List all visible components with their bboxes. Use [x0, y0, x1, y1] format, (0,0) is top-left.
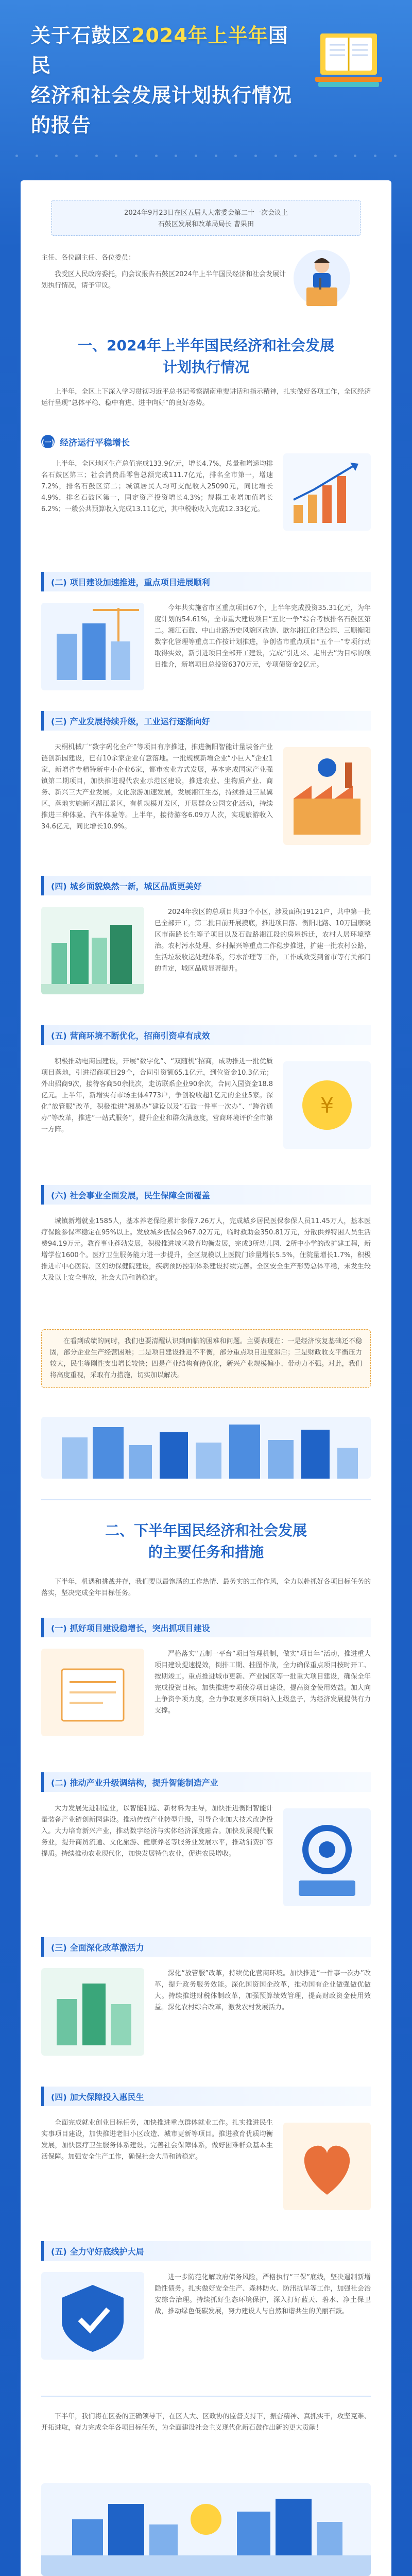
task-4-title: 加大保障投入惠民生 [70, 2092, 144, 2102]
section-6-body: 城镇新增就业1585人，基本养老保险累计参保7.26万人，完成城乡居民医保参保人员11.45万人，基本医疗保险参保率稳定在95%以上。发放城乡低保金967.02万元，临时救助金350.81万元，分散供养特困人员生活费94.19万元。教育事业蓬勃发展，积极推进城区教育均衡发展，完成3所幼儿园、2所中小学的改扩建工程，新增学位1600个。医疗卫生服务能力进一步提升，全区规模以上医院门诊量增长5.5%，住院量增长1.7%，积极推进市中心医院、区妇幼保健院建设，疾病预防控制体系建设持续完善。全区安全生产形势总体平稳，未发生较大及以上安全事故，社会大局和谐稳定。 [41, 1217, 371, 1282]
task-4-body: 全面完成就业创业目标任务，加快推进重点群体就业工作。扎实推进民生实事项目建设，加快推进老旧小区改造、城市更新等项目。推进教育优质均衡发展，加快医疗卫生服务体系建设。完善社会保障体系，做好困难群众基本生活保障。加强安全生产工作，确保社会大局和谐稳定。 [41, 2119, 273, 2161]
section-2-title: 项目建设加速推进，重点项目进展顺利 [70, 577, 210, 587]
industry-illustration [283, 747, 371, 845]
section-3-heading [41, 711, 371, 731]
meeting-note [52, 200, 360, 236]
city-illustration [41, 907, 144, 994]
section-6-index: (六) [51, 1190, 67, 1200]
task-3-body: 深化“放管服”改革，持续优化营商环境。加快推进“一件事一次办”改革，提升政务服务效能。深化国资国企改革，推动国有企业做强做优做大。持续推进财税体制改革，加强预算绩效管理，提高财政资金使用效益。深化农村综合改革，激发农村发展活力。 [154, 1970, 371, 2011]
title-line-2: 经济和社会发展计划执行情况的报告 [31, 84, 293, 137]
task-1-index: (一) [51, 1623, 67, 1633]
greeting [41, 252, 288, 297]
section-3-title: 产业发展持续升级，工业运行逐渐向好 [70, 716, 210, 726]
section-5-title: 营商环境不断优化，招商引资卓有成效 [70, 1030, 210, 1041]
task-5-heading [41, 2241, 371, 2261]
growth-chart-illustration [283, 453, 371, 531]
section-1-body: 上半年，全区地区生产总值完成133.9亿元，增长4.7%，总量和增速均排名石鼓区第三；社会消费品零售总额完成111.7亿元，排名全市第一，增速7.2%，排名石鼓区第二；城镇居民人均可支配收入25090元，同比增长4.9%，排名石鼓区第一，固定资产投资增长4.3%；规模工业增加值增长6.2%；一般公共预算收入完成13.11亿元，其中税收收入完成12.33亿元。 [41, 460, 273, 513]
task-5-title: 全力守好底线护大局 [70, 2246, 144, 2257]
livelihood-illustration [283, 2123, 371, 2210]
construction-illustration [41, 603, 144, 690]
summary-box: 在看到成绩的同时，我们也要清醒认识到面临的困难和问题。主要表现在：一是经济恢复基础还不稳固，部分企业生产经营困难；二是项目建设推进不平衡，部分重点项目进度滞后；三是财政收支平衡压力较大，民生等刚性支出增长较快；四是产业结构有待优化，新兴产业规模偏小、带动力不强。对此，我们将高度重视，采取有力措施，切实加以解决。 [41, 1329, 371, 1388]
decorative-dots [15, 155, 397, 157]
part1-title-line1: 一、2024年上半年国民经济和社会发展 [78, 337, 334, 354]
section-5-body: 积极推动电商园建设，开展“数字化”、“双随机”招商，成功推进一批优质项目落地，引进招商项目29个，合同引资额65.1亿元，到位资金10.3亿元；外出招商9次，接待客商50余批次，走访联系企业90余次，合同入园资金18.8亿元。上半年，新增实有市场主体4773户，争创税收超1亿元的企业5家。深化“放管服”改革，积极推进“湘易办”建设以及“石鼓一件事一次办”、“跨省通办”等改革，推进“一站式服务”，提升企业和群众满意度，营商环境评价全市第一方阵。 [41, 1058, 273, 1133]
task-5-body: 进一步防范化解政府债务风险，严格执行“三保”底线，坚决遏制新增隐性债务。扎实做好安全生产、森林防火、防汛抗旱等工作，加强社会治安综合治理。持续抓好生态环境保护，深入打好蓝天、碧水、净土保卫战，推动绿色低碳发展，努力建设人与自然和谐共生的美丽石鼓。 [154, 2274, 371, 2315]
svg-text:¥: ¥ [320, 1093, 334, 1118]
part2-title-line2: 的主要任务和措施 [148, 1544, 264, 1561]
section-2-body: 今年共实施省市区重点项目67个，上半年完成投资35.31亿元，为年度计划的54.61%，全市重大建设项目“五比一争”综合考核排名石鼓区第二。湘江石鼓、中山北路历史风貌区改造、欧尔湘江化肥公园、三顺衡阳数字化管理等重点工作按计划推进，争创省市重点项目“五个一”专项行动取得实效，新引进项目全部开工建设，完成“引进来、走出去”为目标的项目推介，新增项目总投资6370万元，专项债资金2亿元。 [154, 604, 371, 669]
meeting-line-1: 2024年9月23日在区五届人大常委会第二十一次会议上 [124, 209, 288, 217]
part1-title-line2: 计划执行情况 [162, 359, 249, 376]
task-2-heading [41, 1772, 371, 1792]
greeting-body: 我受区人民政府委托，向会议报告石鼓区2024年上半年国民经济和社会发展计划执行情况，请予审议。 [41, 270, 286, 290]
section-4-heading [41, 876, 371, 895]
task-2-title: 推动产业升级调结构，提升智能制造产业 [70, 1777, 218, 1788]
section-2-heading [41, 572, 371, 591]
skyline-illustration [41, 1417, 371, 1479]
part2-title [41, 1520, 371, 1563]
task-1-heading [41, 1618, 371, 1637]
closing-paragraph: 下半年，我们将在区委的正确领导下，在区人大、区政协的监督支持下，振奋精神、真抓实干，攻坚克难、开拓进取，奋力完成全年各项目标任务，为全面建设社会主义现代化新石鼓作出新的更大贡献！ [41, 2413, 371, 2432]
section-1-badge: (一) [41, 435, 55, 448]
books-icon [310, 28, 387, 90]
task-3-heading [41, 1937, 371, 1957]
part2-intro: 下半年，机遇和挑战并存，我们要以最饱满的工作热情、最务实的工作作风，全力以赴抓好各项目标任务的落实，坚决完成全年目标任务。 [41, 1578, 371, 1597]
section-5-heading [41, 1025, 371, 1045]
task-2-body: 大力发展先进制造业，以智能制造、新材料为主导，加快推进衡阳智能计量装备产业链创新园建设。推动传统产业转型升级，引导企业加大技术改造投入。大力培育新兴产业，推动数字经济与实体经济深度融合。加快发展现代服务业，提升商贸流通、文化旅游、健康养老等服务业发展水平，推动消费扩容提质。持续推动农业现代化，加快发展特色农业，促进农民增收。 [41, 1805, 273, 1858]
section-4-title: 城乡面貌焕然一新，城区品质更美好 [70, 881, 202, 891]
task-2-index: (二) [51, 1777, 67, 1788]
task-1-body: 严格落实“五制一平台”项目管理机制，做实“项目年”活动，推进重大项目建设提速提效，倒排工期、挂图作战，全力确保重点项目按时开工、按期竣工。重点推进城市更新、产业园区等一批重大项目建设，确保全年完成投资目标。加快推进专项债券项目建设，提高资金使用效益。加大向上争资争项力度，全力争取更多项目纳入上级盘子，为经济发展提供有力支撑。 [154, 1650, 371, 1715]
page-title [31, 21, 299, 140]
task-4-index: (四) [51, 2092, 67, 2102]
section-4-index: (四) [51, 881, 67, 891]
section-1-heading [41, 433, 130, 450]
meeting-line-2: 石鼓区发展和改革局局长 曹果田 [158, 221, 254, 228]
section-2-index: (二) [51, 577, 67, 587]
task-3-title: 全面深化改革激活力 [70, 1942, 144, 1953]
task-1-title: 抓好项目建设稳增长，突出抓项目建设 [70, 1623, 210, 1633]
task-5-index: (五) [51, 2246, 67, 2257]
section-3-index: (三) [51, 716, 67, 726]
project-illustration [41, 1649, 144, 1736]
title-highlight: 2024年上半年 [131, 24, 268, 47]
section-5-index: (五) [51, 1030, 67, 1041]
task-3-index: (三) [51, 1942, 67, 1953]
speaker-illustration [278, 247, 366, 309]
section-4-body: 2024年我区的总项目共33个小区，涉及面积19121户，共中第一批已全部开工，第二批目前开展摸底，推进项目落、衡阳北路、10万国康晓区市南路长生等子项目以及石鼓路湘江段的房屋拆迁，农村人居环境整治。农村污水处理、乡村振兴等重点工作稳步推进，扩建一批农村公路，生活垃圾收运处理体系，污水治理等工作，工作成效受到省市等有关部门的肯定，城区品质显著提升。 [154, 908, 371, 973]
task-4-heading [41, 2087, 371, 2106]
section-3-body: 天桐机械厂“数字码化全产”等项目有序推进，推进衡阳智能计量装备产业链创新园建设，已有10余家企业有意落地。一批规模新增企业“小巨人”企业1家，新增省专精特新中小企业6家，都市农业方式发展，基本完成国家产业强镇第二期项目，加快推进现代农业示范区建设，推进农业、生物质产业、商务、新兴三大产业发展。文化旅游加速发展，发展湘江生态，持续推进三星翼区，落地实施新区湖江景区，有机规模开发区，开展群众公园文化活动，持续推进三种体验、汽车体验等。上半年，接待游客6.09万人次，实现旅游收入34.6亿元，同比增长10.9%。 [41, 743, 273, 831]
closing-illustration [41, 2483, 371, 2576]
part-divider [41, 1499, 371, 1500]
part1-title [41, 335, 371, 378]
title-line-1: 关于石鼓区2024年上半年国民 [31, 24, 288, 77]
greeting-salutation: 主任、各位副主任、各位委员： [41, 254, 135, 262]
content-card [21, 180, 391, 2576]
section-6-heading [41, 1185, 371, 1205]
investment-illustration [283, 1061, 371, 1149]
section-1-title: 经济运行平稳增长 [60, 437, 130, 448]
part1-intro: 上半年，全区上下深入学习贯彻习近平总书记考察湖南重要讲话和指示精神，扎实做好各项工作，全区经济运行呈现“总体平稳、稳中有进、进中向好”的良好态势。 [41, 388, 371, 407]
part2-title-line1: 二、下半年国民经济和社会发展 [105, 1522, 307, 1539]
safety-illustration [41, 2272, 144, 2360]
manufacturing-illustration [283, 1808, 371, 1906]
reform-illustration [41, 1968, 144, 2056]
closing-divider [41, 2396, 371, 2397]
section-6-title: 社会事业全面发展，民生保障全面覆盖 [70, 1190, 210, 1200]
